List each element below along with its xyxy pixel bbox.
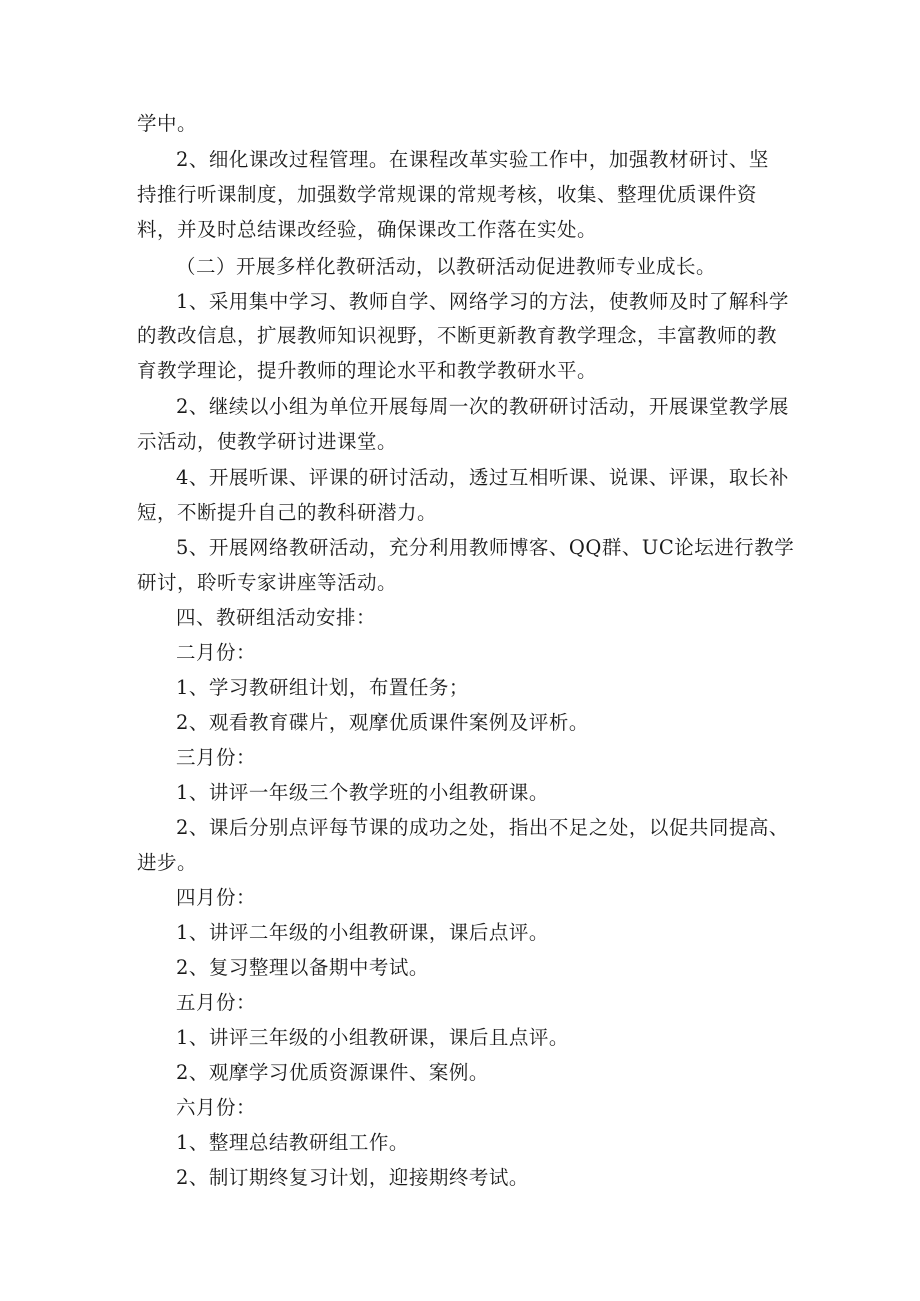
text-line: 2、细化课改过程管理。在课程改革实验工作中，加强教材研讨、坚: [176, 148, 769, 171]
list-item: 1、学习教研组计划，布置任务；: [176, 676, 469, 699]
list-item: 1、讲评二年级的小组教研课，课后点评。: [176, 921, 549, 944]
text-line: 2、继续以小组为单位开展每周一次的教研研讨活动，开展课堂教学展: [176, 395, 789, 418]
list-item: 2、观看教育碟片，观摩优质课件案例及评析。: [176, 711, 589, 734]
month-heading: 三月份：: [176, 746, 257, 769]
text-line: 料，并及时总结课改经验，确保课改工作落在实处。: [137, 218, 598, 241]
month-heading: 六月份：: [176, 1096, 257, 1119]
text-line: 短，不断提升自己的教科研潜力。: [137, 501, 438, 524]
list-item: 2、制订期终复习计划，迎接期终考试。: [176, 1166, 529, 1189]
text-line: 1、采用集中学习、教师自学、网络学习的方法，使教师及时了解科学: [176, 290, 789, 313]
list-item: 2、复习整理以备期中考试。: [176, 956, 429, 979]
month-heading: 五月份：: [176, 991, 257, 1014]
text-line: 学中。: [137, 112, 198, 135]
section-heading: 四、教研组活动安排：: [176, 606, 377, 629]
list-item: 2、观摩学习优质资源课件、案例。: [176, 1061, 489, 1084]
text-line: 4、开展听课、评课的研讨活动，透过互相听课、说课、评课，取长补: [176, 466, 789, 489]
month-heading: 四月份：: [176, 886, 257, 909]
text-line: 5、开展网络教研活动，充分利用教师博客、QQ群、UC论坛进行教学: [176, 536, 795, 559]
text-line: 育教学理论，提升教师的理论水平和教学教研水平。: [137, 359, 598, 382]
list-item: 1、讲评一年级三个教学班的小组教研课。: [176, 781, 549, 804]
list-item: 1、讲评三年级的小组教研课，课后且点评。: [176, 1026, 569, 1049]
text-line: 研讨，聆听专家讲座等活动。: [137, 571, 398, 594]
text-line: 的教改信息，扩展教师知识视野，不断更新教育教学理念，丰富教师的教: [137, 324, 778, 347]
text-line: 持推行听课制度，加强数学常规课的常规考核，收集、整理优质课件资: [137, 183, 758, 206]
list-item: 1、整理总结教研组工作。: [176, 1131, 409, 1154]
month-heading: 二月份：: [176, 641, 257, 664]
text-line: 示活动，使教学研讨进课堂。: [137, 430, 398, 453]
text-line: 进步。: [137, 851, 198, 874]
section-heading: （二）开展多样化教研活动，以教研活动促进教师专业成长。: [176, 255, 717, 278]
list-item: 2、课后分别点评每节课的成功之处，指出不足之处，以促共同提高、: [176, 816, 789, 839]
